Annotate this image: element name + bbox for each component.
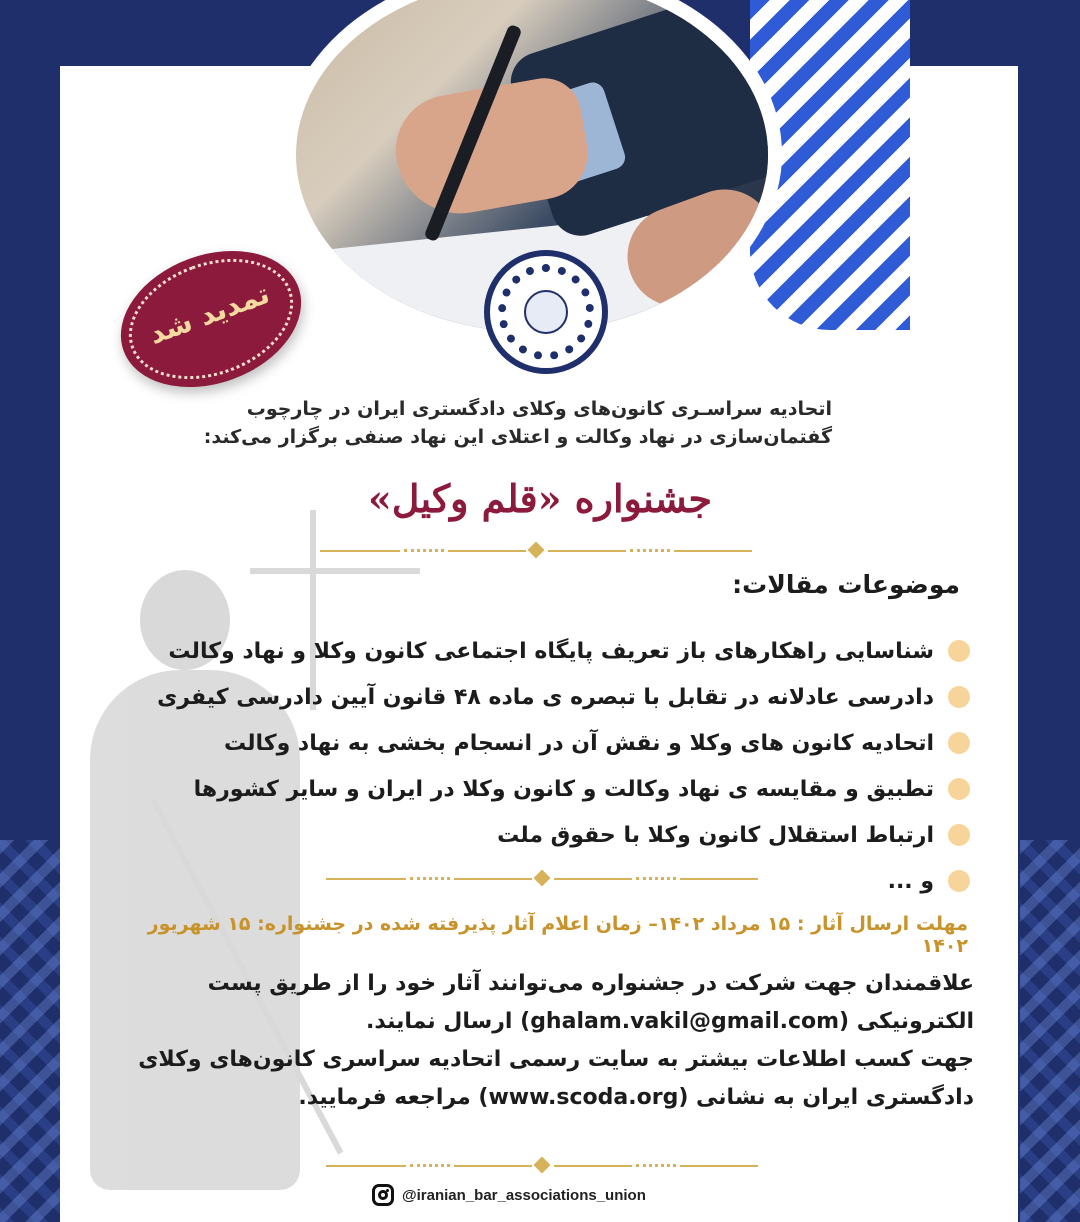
bullet-icon [948,870,970,892]
bullet-icon [948,640,970,662]
bar-association-logo [484,250,608,374]
bullet-icon [948,686,970,708]
bullet-icon [948,732,970,754]
list-item: دادرسی عادلانه در تقابل با تبصره ی ماده ۴۸ قانون آیین دادرسی کیفری [120,674,970,720]
divider-3 [326,1160,758,1172]
submission-deadline: مهلت ارسال آثار : ۱۵ مرداد ۱۴۰۲– زمان اعلام آثار پذیرفته شده در جشنواره: ۱۵ شهریور ۱۴۰۲ [147,913,968,957]
info-website-paragraph: جهت کسب اطلاعات بیشتر به سایت رسمی اتحادیه سراسری کانون‌های وکلای دادگستری ایران به نشانی (www.scoda.org) مراجعه فرمایید. [138,1047,974,1110]
instagram-icon[interactable] [372,1184,394,1206]
intro-line-1: اتحادیه سراسـری کانون‌های وکلای دادگستری ایران در چارچوب [246,398,832,420]
bullet-icon [948,778,970,800]
badge-text: تمدید شد [144,276,274,351]
bullet-icon [948,824,970,846]
topics-list [120,628,970,904]
list-item: ارتباط استقلال کانون وکلا با حقوق ملت [120,812,970,858]
social-footer[interactable] [372,1180,646,1210]
instagram-handle[interactable]: @iranian_bar_associations_union [402,1186,646,1204]
topics-heading: موضوعات مقالات: [732,570,960,599]
right-pattern [1020,840,1080,1222]
left-pattern [0,840,60,1222]
festival-title: جشنواره «قلم وکیل» [368,476,712,521]
list-item: و ... [120,858,970,904]
info-text [100,965,974,1117]
intro-line-2: گفتمان‌سازی در نهاد وکالت و اعتلای این نهاد صنفی برگزار می‌کند: [203,426,832,448]
intro-text [150,395,832,451]
info-email-paragraph: علاقمندان جهت شرکت در جشنواره می‌توانند آثار خود را از طریق پست الکترونیکی (ghalam.vakil@gmail.com) ارسال نمایند. [207,971,974,1034]
divider-2 [326,873,758,885]
list-item: تطبیق و مقایسه ی نهاد وکالت و کانون وکلا در ایران و سایر کشورها [120,766,970,812]
list-item: شناسایی راهکارهای باز تعریف پایگاه اجتماعی کانون وکلا و نهاد وکالت [120,628,970,674]
list-item: اتحادیه کانون های وکلا و نقش آن در انسجام بخشی به نهاد وکالت [120,720,970,766]
divider-1 [320,545,752,557]
